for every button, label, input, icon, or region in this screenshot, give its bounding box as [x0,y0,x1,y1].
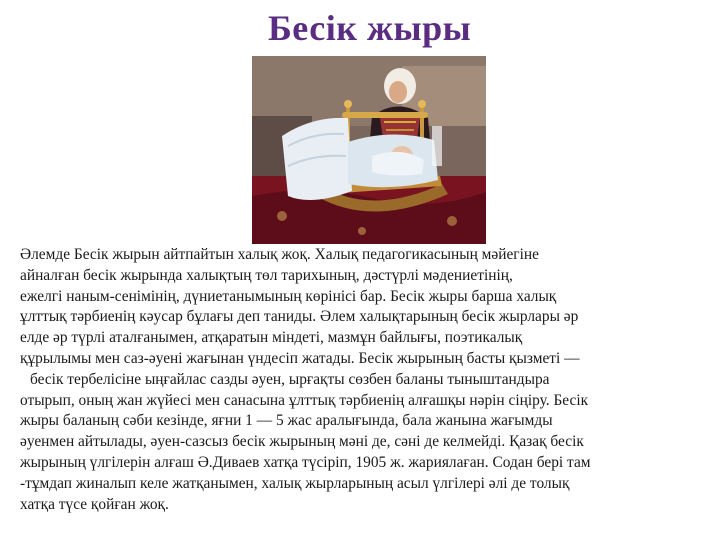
body-line: жырының үлгілерін алғаш Ә.Диваев хатқа түсіріп, 1905 ж. жариялаған. Содан бері там [20,453,591,471]
body-line: құрылымы мен саз-әуені жағынан үндесіп жатады. Бесік жырының басты қызметі — [20,349,580,367]
body-line: бесік тербелісіне ыңғайлас сазды әуен, ырғақты сөзбен баланы тыныштандыра [30,370,550,388]
body-line: -тұмдап жиналып келе жатқанымен, халық жырларының асыл үлгілері әлі де толық [20,474,570,492]
cradle-photo [252,56,486,244]
body-paragraph [20,245,712,515]
body-line: Әлемде Бесік жырын айтпайтын халық жоқ. Халық педагогикасының мәйегіне [20,246,539,263]
body-line: жыры баланың сәби кезінде, яғни 1 — 5 жас аралығында, бала жанына жағымды [20,412,553,430]
body-line: айналған бесік жырында халықтың төл тарихының, дәстүрлі мәдениетінің, [20,266,513,284]
slide-title: Бесік жыры [268,8,472,48]
body-line: отырып, оның жан жүйесі мен санасына ұлттық тәрбиенің алғашқы нәрін сіңіру. Бесік [20,391,589,409]
body-line: хатқа түсе қойған жоқ. [20,495,169,513]
body-line: ұлттық тәрбиенің кәусар бұлағы деп таниды. Әлем халықтарының бесік жырлары әр [20,308,579,326]
body-line: әуенмен айтылады, әуен-сазсыз бесік жырының мәні де, сәні де келмейді. Қазақ бесік [20,433,584,451]
body-line: ежелгі наным-сенімінің, дүниетанымының көрінісі бар. Бесік жыры барша халық [20,287,557,305]
cradle-photo-image [252,56,486,244]
body-line: елде әр түрлі аталғанымен, атқаратын міндеті, мазмұн байлығы, поэтикалық [20,329,523,347]
